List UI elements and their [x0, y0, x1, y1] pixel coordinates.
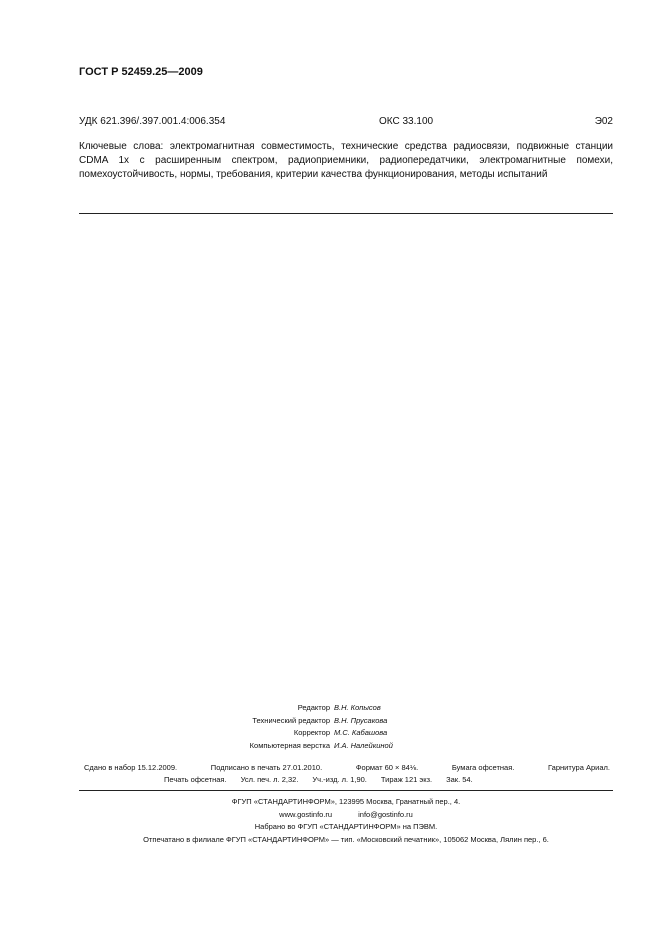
print-sheets: Усл. печ. л. 2,32. — [240, 775, 299, 784]
credit-layout: Компьютерная верстка И.А. Налейкиной — [249, 740, 393, 750]
divider — [79, 790, 613, 791]
email-link[interactable]: info@gostinfo.ru — [358, 809, 413, 819]
print-date: Сдано в набор 15.12.2009. — [84, 763, 178, 772]
printed-note: Отпечатано в филиале ФГУП «СТАНДАРТИНФОРМ» — тип. «Московский печатник», 105062 Москва, Лялин пер., 6. — [143, 834, 549, 844]
credit-proofreader: Корректор М.С. Кабашова — [293, 728, 388, 737]
website-link[interactable]: www.gostinfo.ru — [279, 809, 333, 819]
typeset-note: Набрано во ФГУП «СТАНДАРТИНФОРМ» на ПЭВМ. — [254, 822, 438, 831]
keywords-paragraph: Ключевые слова: электромагнитная совместимость, технические средства радиосвязи, подвижные станции CDMA 1x с расширенным спектром, радиоприемники, радиопередатчики, электромагнитные помехи, помехоустойчивость, нормы, требования, критерии качества функционирования, методы испытаний — [79, 141, 613, 180]
credits-block — [230, 702, 510, 752]
paper: Бумага офсетная. — [451, 763, 515, 772]
credit-technical-editor: Технический редактор В.Н. Прусакова — [252, 715, 388, 725]
font: Гарнитура Ариал. — [548, 763, 610, 772]
document-code: ГОСТ Р 52459.25—2009 — [79, 66, 203, 78]
edition-sheets: Уч.-изд. л. 1,90. — [312, 775, 367, 784]
order-number: Зак. 54. — [446, 775, 473, 784]
udk-code: УДК 621.396/.397.001.4:006.354 — [79, 116, 226, 127]
print-method: Печать офсетная. — [164, 775, 227, 784]
okp-code: Э02 — [594, 116, 613, 127]
divider — [79, 213, 613, 214]
credit-editor: Редактор В.Н. Копысов — [297, 703, 381, 712]
publisher-address: ФГУП «СТАНДАРТИНФОРМ», 123995 Москва, Гранатный пер., 4. — [231, 797, 461, 806]
publisher-block — [79, 796, 613, 846]
printing-details — [84, 762, 610, 786]
circulation: Тираж 121 экз. — [380, 775, 433, 784]
format: Формат 60 × 84⅛. — [355, 763, 419, 772]
sign-date: Подписано в печать 27.01.2010. — [210, 763, 323, 772]
publisher-contacts — [279, 809, 413, 822]
oks-code: ОКС 33.100 — [379, 116, 434, 127]
